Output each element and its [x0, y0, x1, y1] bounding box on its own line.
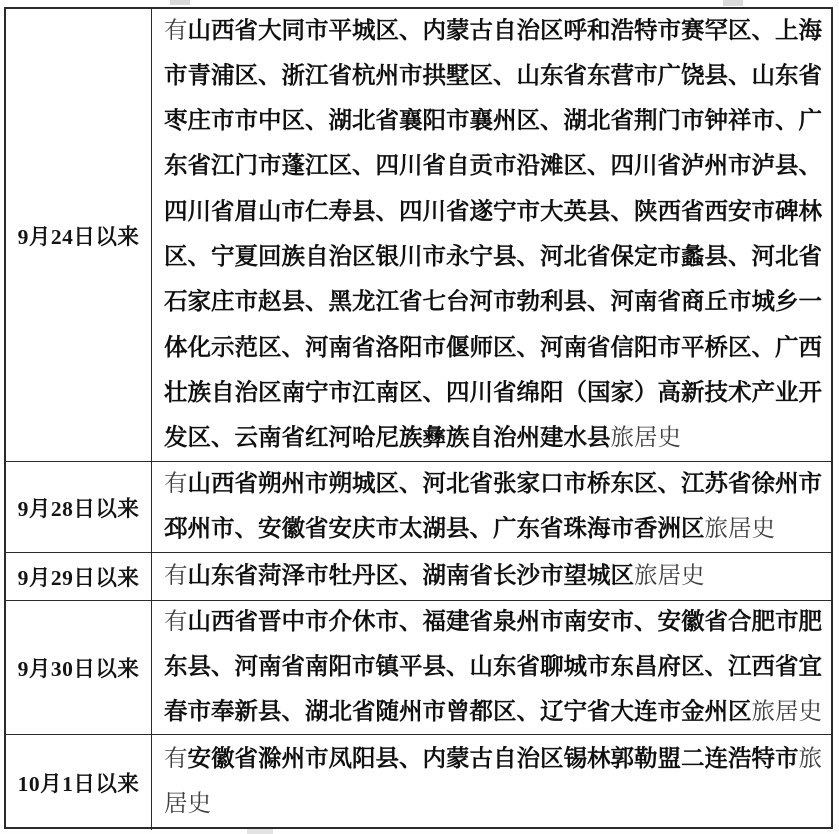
- table-row: [6, 735, 831, 830]
- regions-cell: [152, 601, 831, 734]
- region-list: 安徽省滁州市凤阳县、内蒙古自治区锡林郭勒盟二连浩特市: [187, 746, 799, 772]
- prefix-text: 有: [164, 746, 188, 772]
- prefix-text: 有: [164, 17, 188, 44]
- screenshot-artifact: [247, 829, 273, 834]
- travel-history-table: [4, 7, 833, 829]
- region-list: 山西省朔州市朔城区、河北省张家口市桥东区、江苏省徐州市邳州市、安徽省安庆市太湖县、广东省珠海市香洲区: [164, 470, 822, 542]
- date-cell: 9月29日以来: [6, 553, 152, 600]
- date-cell: 10月1日以来: [6, 735, 152, 830]
- regions-cell: [152, 553, 831, 600]
- table-row: [6, 553, 831, 601]
- date-cell: 9月28日以来: [6, 462, 152, 552]
- regions-cell: [152, 735, 831, 830]
- regions-cell: [152, 462, 831, 552]
- date-cell: 9月30日以来: [6, 601, 152, 734]
- region-list: 山东省菏泽市牡丹区、湖南省长沙市望城区: [187, 562, 634, 589]
- regions-cell: [152, 9, 831, 461]
- suffix-text: 旅居史: [634, 562, 705, 589]
- screenshot-artifact: [170, 0, 190, 5]
- prefix-text: 有: [164, 562, 188, 589]
- prefix-text: 有: [164, 470, 188, 497]
- regions-text: [164, 462, 825, 553]
- region-list: 山西省大同市平城区、内蒙古自治区呼和浩特市赛罕区、上海市青浦区、浙江省杭州市拱墅区、山东省东营市广饶县、山东省枣庄市市中区、湖北省襄阳市襄州区、湖北省荆门市钟祥市、广东省江门市蓬江区、四川省自贡市沿滩区、四川省泸州市泸县、四川省眉山市仁寿县、四川省遂宁市大英县、陕西省西安市碑林区、宁夏回族自治区银川市永宁县、河北省保定市蠡县、河北省石家庄市赵县、黑龙江省七台河市勃利县、河南省商丘市城乡一体化示范区、河南省洛阳市偃师区、河南省信阳市平桥区、广西壮族自治区南宁市江南区、四川省绵阳（国家）高新技术产业开发区、云南省红河哈尼族彝族自治州建水县: [164, 17, 822, 452]
- screenshot-artifact: [723, 0, 743, 6]
- suffix-text: 旅居史: [164, 746, 822, 818]
- date-cell: 9月24日以来: [6, 9, 152, 461]
- prefix-text: 有: [164, 608, 188, 635]
- regions-text: [164, 9, 825, 462]
- suffix-text: 旅居史: [751, 699, 822, 726]
- suffix-text: 旅居史: [704, 516, 775, 542]
- regions-text: [164, 554, 705, 599]
- region-list: 山西省晋中市介休市、福建省泉州市南安市、安徽省合肥市肥东县、河南省南阳市镇平县、山东省聊城市东昌府区、江西省宜春市奉新县、湖北省随州市曾都区、辽宁省大连市金州区: [164, 608, 822, 726]
- regions-text: [164, 737, 825, 828]
- table-row: [6, 9, 831, 462]
- table-row: [6, 601, 831, 735]
- suffix-text: 旅居史: [610, 425, 681, 452]
- table-row: [6, 462, 831, 553]
- regions-text: [164, 600, 825, 736]
